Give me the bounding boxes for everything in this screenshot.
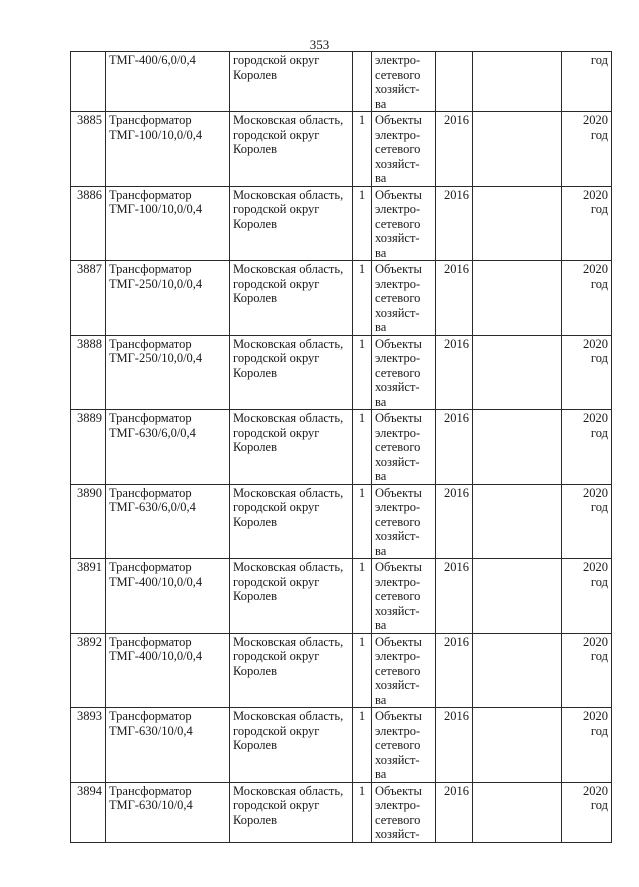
period-cell-line: год	[590, 723, 608, 738]
category-cell-line: хозяйст-	[375, 454, 420, 469]
category-cell-line: ва	[375, 767, 387, 781]
location-cell-line: Московская область,	[233, 560, 344, 574]
category-cell-line: Объекты	[375, 411, 422, 425]
location-cell-line: Королев	[233, 216, 277, 231]
location-cell-line: Московская область,	[233, 336, 344, 351]
period-cell	[562, 112, 612, 187]
category-cell-line: Объекты	[375, 634, 422, 649]
category-cell-line: хозяйст-	[375, 156, 420, 171]
empty-cell	[473, 633, 562, 708]
category-cell-line: сетевого	[375, 216, 421, 231]
year-cell: 2016	[436, 186, 473, 261]
category-cell-line: электро-	[375, 500, 421, 514]
category-cell-line: ва	[375, 543, 387, 558]
table-row	[71, 410, 612, 485]
category-cell	[372, 410, 436, 485]
location-cell-line: Королев	[233, 365, 277, 380]
category-cell-line: ва	[375, 692, 387, 707]
category-cell-line: электро-	[375, 798, 421, 812]
item-name-cell-line: ТМГ-250/10,0/0,4	[109, 351, 203, 365]
row-number-cell: 3887	[71, 261, 106, 336]
category-cell-line: хозяйст-	[375, 380, 420, 394]
year-cell: 2016	[436, 112, 473, 187]
category-cell-line: сетевого	[375, 812, 421, 827]
empty-cell	[473, 708, 562, 783]
period-cell	[562, 186, 612, 261]
category-cell-line: электро-	[375, 351, 421, 365]
category-cell-line: Объекты	[375, 783, 422, 798]
item-name-cell	[106, 410, 230, 485]
location-cell-line: городской округ	[233, 276, 320, 291]
item-name-cell	[106, 782, 230, 842]
category-cell	[372, 708, 436, 783]
category-cell-line: электро-	[375, 425, 421, 440]
location-cell-line: Королев	[233, 589, 277, 603]
location-cell-line: городской округ	[233, 500, 320, 514]
location-cell	[230, 410, 353, 485]
location-cell-line: Королев	[233, 738, 277, 752]
category-cell-line: ва	[375, 320, 387, 334]
location-cell	[230, 261, 353, 336]
quantity-cell: 1	[353, 633, 372, 708]
location-cell-line: Московская область,	[233, 411, 344, 425]
item-name-cell-line: Трансформатор	[109, 336, 192, 351]
table-row	[71, 708, 612, 783]
category-cell-line: ва	[375, 394, 387, 409]
item-name-cell-line: Трансформатор	[109, 262, 192, 276]
empty-cell	[473, 112, 562, 187]
period-cell-line: год	[590, 202, 608, 216]
page-number: 353	[309, 37, 330, 52]
item-name-cell-line: ТМГ-630/10/0,4	[109, 798, 193, 812]
table-row	[71, 559, 612, 634]
location-cell-line: городской округ	[233, 649, 320, 663]
quantity-cell: 1	[353, 261, 372, 336]
year-cell: 2016	[436, 335, 473, 410]
period-cell	[562, 52, 612, 112]
row-number-cell: 3892	[71, 633, 106, 708]
location-cell	[230, 52, 353, 112]
location-cell	[230, 335, 353, 410]
row-number-cell: 3888	[71, 335, 106, 410]
category-cell-line: ва	[375, 618, 387, 632]
category-cell-line: ва	[375, 469, 387, 483]
item-name-cell	[106, 112, 230, 187]
location-cell	[230, 708, 353, 783]
category-cell-line: электро-	[375, 574, 421, 589]
period-cell-line: 2020	[583, 783, 608, 798]
location-cell-line: городской округ	[233, 202, 320, 216]
category-cell-line: сетевого	[375, 142, 421, 156]
item-name-cell	[106, 335, 230, 410]
item-name-cell	[106, 261, 230, 336]
category-cell	[372, 112, 436, 187]
item-name-cell-line: Трансформатор	[109, 187, 192, 202]
location-cell-line: городской округ	[233, 798, 320, 812]
period-cell-line: 2020	[583, 262, 608, 276]
location-cell	[230, 186, 353, 261]
period-cell-line: 2020	[583, 336, 608, 351]
period-cell-line: год	[590, 574, 608, 589]
quantity-cell: 1	[353, 410, 372, 485]
row-number-cell: 3894	[71, 782, 106, 842]
period-cell-line: год	[590, 798, 608, 812]
location-cell-line: Королев	[233, 440, 277, 454]
table-row	[71, 261, 612, 336]
period-cell	[562, 559, 612, 634]
category-cell-line: электро-	[375, 53, 421, 67]
period-cell-line: год	[590, 351, 608, 365]
quantity-cell: 1	[353, 559, 372, 634]
category-cell-line: хозяйст-	[375, 603, 420, 618]
location-cell	[230, 112, 353, 187]
location-cell-line: Королев	[233, 663, 277, 678]
table-row	[71, 186, 612, 261]
year-cell: 2016	[436, 261, 473, 336]
category-cell-line: электро-	[375, 202, 421, 216]
location-cell-line: городской округ	[233, 574, 320, 589]
table-body	[71, 52, 612, 843]
row-number-cell	[71, 52, 106, 112]
category-cell-line: Объекты	[375, 262, 422, 276]
year-cell: 2016	[436, 708, 473, 783]
period-cell-line: 2020	[583, 560, 608, 574]
item-name-cell-line: ТМГ-630/10/0,4	[109, 723, 193, 738]
empty-cell	[473, 410, 562, 485]
category-cell-line: Объекты	[375, 336, 422, 351]
row-number-cell: 3889	[71, 410, 106, 485]
item-name-cell-line: ТМГ-250/10,0/0,4	[109, 276, 203, 291]
year-cell: 2016	[436, 484, 473, 559]
category-cell-line: сетевого	[375, 738, 421, 752]
location-cell-line: Королев	[233, 67, 277, 82]
row-number-cell: 3886	[71, 186, 106, 261]
location-cell-line: Московская область,	[233, 485, 344, 500]
category-cell	[372, 261, 436, 336]
category-cell	[372, 335, 436, 410]
item-name-cell-line: ТМГ-400/10,0/0,4	[109, 574, 203, 589]
item-name-cell-line: ТМГ-630/6,0/0,4	[109, 425, 196, 440]
period-cell	[562, 633, 612, 708]
category-cell	[372, 633, 436, 708]
empty-cell	[473, 186, 562, 261]
category-cell-line: хозяйст-	[375, 82, 420, 96]
category-cell-line: Объекты	[375, 709, 422, 723]
category-cell-line: Объекты	[375, 560, 422, 574]
year-cell: 2016	[436, 633, 473, 708]
period-cell	[562, 335, 612, 410]
location-cell-line: Королев	[233, 812, 277, 827]
period-cell-line: год	[590, 649, 608, 663]
item-name-cell-line: ТМГ-100/10,0/0,4	[109, 202, 203, 216]
period-cell	[562, 708, 612, 783]
category-cell-line: электро-	[375, 276, 421, 291]
category-cell-line: хозяйст-	[375, 529, 420, 543]
empty-cell	[473, 261, 562, 336]
location-cell-line: Московская область,	[233, 783, 344, 798]
location-cell-line: Королев	[233, 142, 277, 156]
item-name-cell	[106, 186, 230, 261]
category-cell-line: сетевого	[375, 663, 421, 678]
year-cell	[436, 52, 473, 112]
quantity-cell: 1	[353, 186, 372, 261]
empty-cell	[473, 559, 562, 634]
item-name-cell-line: ТМГ-400/10,0/0,4	[109, 649, 203, 663]
location-cell	[230, 484, 353, 559]
period-cell	[562, 410, 612, 485]
category-cell-line: Объекты	[375, 113, 422, 127]
table-row	[71, 52, 612, 112]
category-cell-line: хозяйст-	[375, 827, 420, 841]
table-row	[71, 484, 612, 559]
item-name-cell-line: Трансформатор	[109, 113, 192, 127]
item-name-cell	[106, 52, 230, 112]
category-cell-line: хозяйст-	[375, 678, 420, 692]
category-cell	[372, 52, 436, 112]
category-cell	[372, 484, 436, 559]
location-cell	[230, 633, 353, 708]
location-cell-line: Королев	[233, 291, 277, 305]
category-cell-line: Объекты	[375, 187, 422, 202]
category-cell-line: сетевого	[375, 514, 421, 529]
location-cell-line: городской округ	[233, 351, 320, 365]
category-cell-line: хозяйст-	[375, 752, 420, 767]
table-row	[71, 782, 612, 842]
empty-cell	[473, 52, 562, 112]
location-cell-line: Московская область,	[233, 709, 344, 723]
empty-cell	[473, 335, 562, 410]
location-cell-line: Московская область,	[233, 262, 344, 276]
category-cell-line: сетевого	[375, 67, 421, 82]
category-cell	[372, 559, 436, 634]
location-cell-line: городской округ	[233, 723, 320, 738]
empty-cell	[473, 782, 562, 842]
location-cell-line: Королев	[233, 514, 277, 529]
quantity-cell: 1	[353, 335, 372, 410]
location-cell	[230, 782, 353, 842]
category-cell-line: сетевого	[375, 291, 421, 305]
period-cell	[562, 484, 612, 559]
table-row	[71, 633, 612, 708]
category-cell-line: сетевого	[375, 365, 421, 380]
quantity-cell: 1	[353, 112, 372, 187]
period-cell-line: год	[590, 53, 608, 67]
year-cell: 2016	[436, 410, 473, 485]
location-cell-line: Московская область,	[233, 187, 344, 202]
asset-registry-table	[70, 51, 612, 843]
period-cell-line: 2020	[583, 709, 608, 723]
location-cell-line: Московская область,	[233, 634, 344, 649]
year-cell: 2016	[436, 559, 473, 634]
location-cell-line: городской округ	[233, 127, 320, 142]
period-cell	[562, 261, 612, 336]
category-cell-line: хозяйст-	[375, 305, 420, 320]
row-number-cell: 3891	[71, 559, 106, 634]
category-cell	[372, 782, 436, 842]
period-cell-line: 2020	[583, 634, 608, 649]
location-cell-line: Московская область,	[233, 113, 344, 127]
category-cell-line: ва	[375, 245, 387, 260]
item-name-cell	[106, 559, 230, 634]
period-cell-line: год	[590, 276, 608, 291]
item-name-cell	[106, 484, 230, 559]
quantity-cell: 1	[353, 708, 372, 783]
item-name-cell-line: Трансформатор	[109, 783, 192, 798]
period-cell	[562, 782, 612, 842]
row-number-cell: 3885	[71, 112, 106, 187]
item-name-cell-line: Трансформатор	[109, 709, 192, 723]
period-cell-line: 2020	[583, 485, 608, 500]
empty-cell	[473, 484, 562, 559]
year-cell: 2016	[436, 782, 473, 842]
row-number-cell: 3893	[71, 708, 106, 783]
category-cell-line: сетевого	[375, 440, 421, 454]
category-cell-line: электро-	[375, 649, 421, 663]
item-name-cell-line: ТМГ-400/6,0/0,4	[109, 53, 196, 67]
category-cell	[372, 186, 436, 261]
item-name-cell-line: Трансформатор	[109, 634, 192, 649]
category-cell-line: Объекты	[375, 485, 422, 500]
location-cell	[230, 559, 353, 634]
category-cell-line: электро-	[375, 127, 421, 142]
item-name-cell-line: ТМГ-100/10,0/0,4	[109, 127, 203, 142]
row-number-cell: 3890	[71, 484, 106, 559]
quantity-cell	[353, 52, 372, 112]
period-cell-line: 2020	[583, 411, 608, 425]
category-cell-line: сетевого	[375, 589, 421, 603]
period-cell-line: 2020	[583, 187, 608, 202]
item-name-cell-line: Трансформатор	[109, 560, 192, 574]
table-row	[71, 112, 612, 187]
item-name-cell-line: Трансформатор	[109, 411, 192, 425]
category-cell-line: ва	[375, 96, 387, 111]
item-name-cell-line: ТМГ-630/6,0/0,4	[109, 500, 196, 514]
period-cell-line: год	[590, 500, 608, 514]
category-cell-line: хозяйст-	[375, 231, 420, 245]
table-row	[71, 335, 612, 410]
quantity-cell: 1	[353, 782, 372, 842]
item-name-cell	[106, 708, 230, 783]
location-cell-line: городской округ	[233, 425, 320, 440]
period-cell-line: 2020	[583, 113, 608, 127]
location-cell-line: городской округ	[233, 53, 320, 67]
item-name-cell	[106, 633, 230, 708]
category-cell-line: электро-	[375, 723, 421, 738]
period-cell-line: год	[590, 127, 608, 142]
quantity-cell: 1	[353, 484, 372, 559]
item-name-cell-line: Трансформатор	[109, 485, 192, 500]
category-cell-line: ва	[375, 171, 387, 185]
period-cell-line: год	[590, 425, 608, 440]
